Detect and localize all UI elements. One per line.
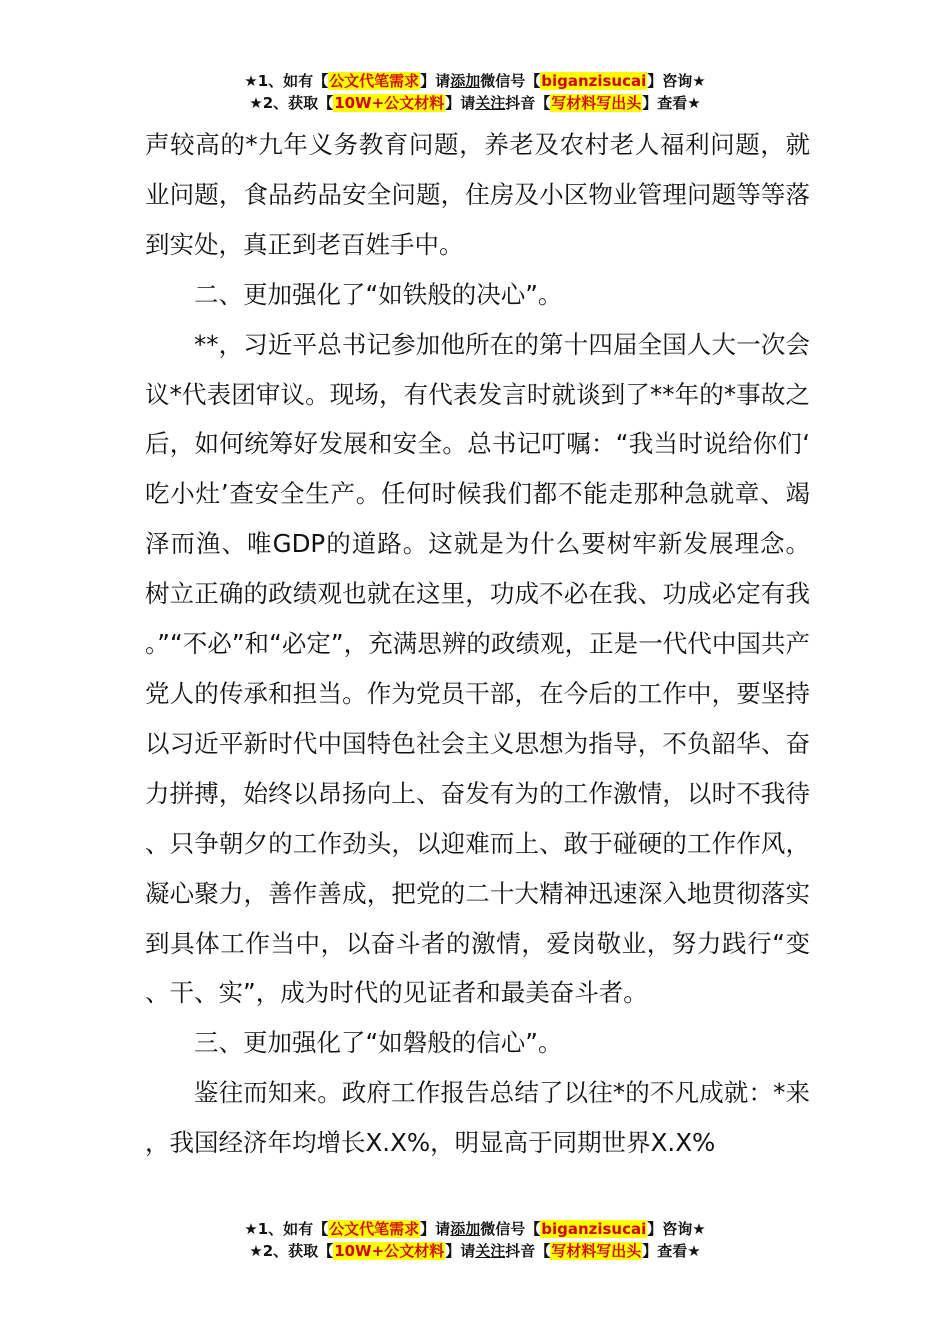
banner-line-1: ★1、如有【公文代笔需求】请添加微信号【biganzisucai】咨询★ [244,72,706,90]
highlight-service: 公文代笔需求 [329,72,420,90]
banner-line-2: ★2、获取【10W+公文材料】请关注抖音【写材料写出头】查看★ [249,94,701,112]
highlight-materials: 10W+公文材料 [334,1242,445,1260]
banner-line-2: ★2、获取【10W+公文材料】请关注抖音【写材料写出头】查看★ [249,1242,701,1260]
highlight-douyin-account: 写材料写出头 [551,1242,642,1260]
highlight-wechat-id: biganzisucai [541,72,647,90]
paragraph-continued: 声较高的*九年义务教育问题，养老及农村老人福利问题，就业问题，食品药品安全问题，住房及小区物业管理问题等等落到实处，真正到老百姓手中。 [145,130,810,259]
highlight-douyin-account: 写材料写出头 [551,94,642,112]
header-banner [0,70,950,114]
section-heading-2: 二、更加强化了“如铁般的决心”。 [194,279,563,309]
highlight-materials: 10W+公文材料 [334,94,445,112]
paragraph-body: 鉴往而知来。政府工作报告总结了以往*的不凡成就：*来，我国经济年均增长X.X%，明显高于同期世界X.X% [145,1078,810,1158]
section-heading-3: 三、更加强化了“如磐般的信心”。 [194,1028,563,1058]
footer-banner [0,1218,950,1262]
highlight-service: 公文代笔需求 [329,1220,420,1238]
banner-line-1: ★1、如有【公文代笔需求】请添加微信号【biganzisucai】咨询★ [244,1220,706,1238]
paragraph-body: **，习近平总书记参加他所在的第十四届全国人大一次会议*代表团审议。现场，有代表发言时就谈到了**年的*事故之后，如何统筹好发展和安全。总书记叮嘱：“我当时说给你们‘吃小灶’查安全生产。任何时候我们都不能走那种急就章、竭泽而渔、唯GDP的道路。这就是为什么要树牢新发展理念。树立正确的政绩观也就在这里，功成不必在我、功成必定有我。”“不必”和“必定”，充满思辨的政绩观，正是一代代中国共产党人的传承和担当。作为党员干部，在今后的工作中，要坚持以习近平新时代中国特色社会主义思想为指导，不负韶华、奋力拼搏，始终以昂扬向上、奋发有为的工作激情，以时不我待、只争朝夕的工作劲头，以迎难而上、敢于碰硬的工作作风，凝心聚力，善作善成，把党的二十大精神迅速深入地贯彻落实到具体工作当中，以奋斗者的激情，爱岗敬业，努力践行“变、干、实”，成为时代的见证者和最美奋斗者。 [145,329,810,1008]
highlight-wechat-id: biganzisucai [541,1220,647,1238]
document-body [145,120,810,1168]
